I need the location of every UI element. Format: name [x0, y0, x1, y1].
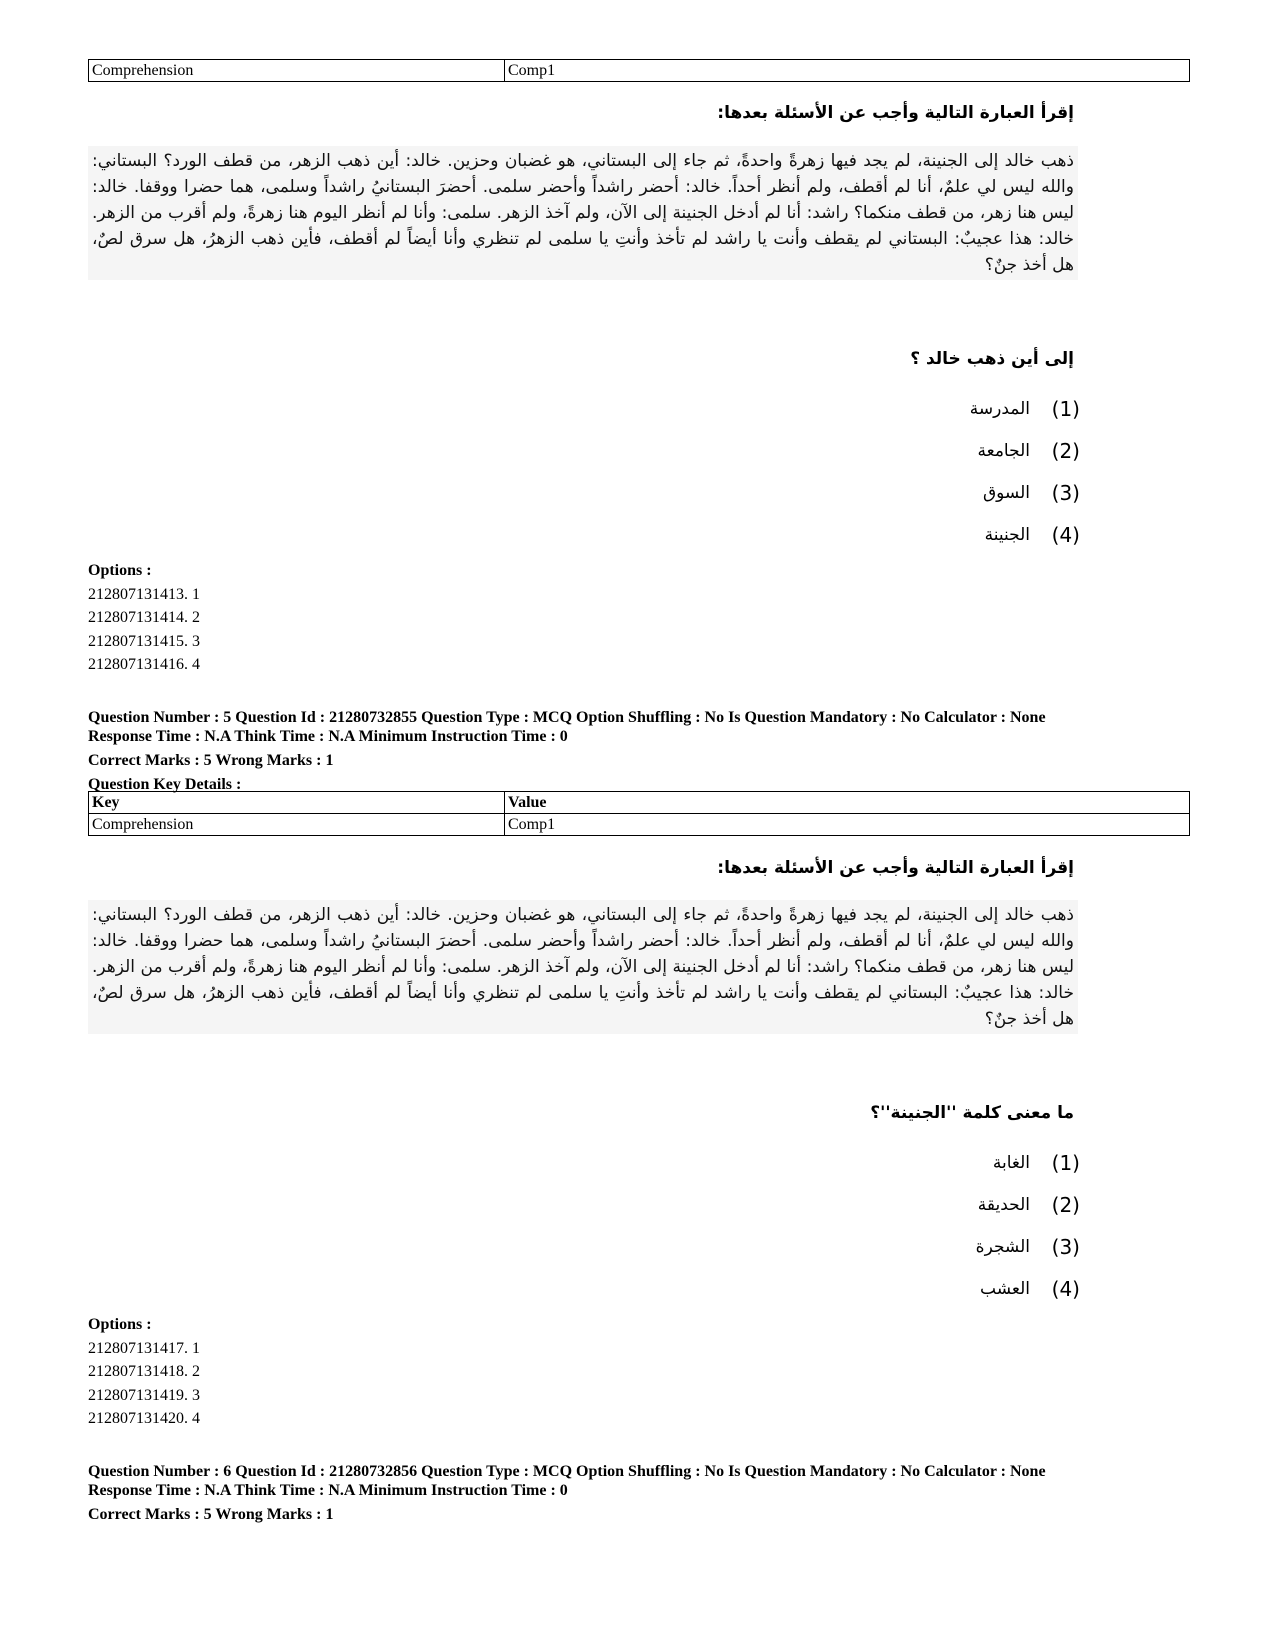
passage-instruction: إقرأ العبارة التالية وأجب عن الأسئلة بعدها:	[717, 858, 1074, 878]
question-meta-line: Response Time : N.A Think Time : N.A Minimum Instruction Time : 0	[88, 728, 568, 745]
table-header-row	[89, 792, 1190, 814]
answer-option	[880, 514, 1080, 556]
option-text: الجامعة	[977, 441, 1030, 461]
options-label: Options :	[88, 1316, 152, 1333]
option-id: 212807131414. 2	[88, 609, 200, 626]
answer-option	[880, 1142, 1080, 1184]
table-header-key: Key	[89, 792, 505, 814]
question-meta-line: Question Number : 5 Question Id : 21280732855 Question Type : MCQ Option Shuffling : No Is Question Mandatory : No Calculator : None	[88, 709, 1046, 726]
question-marks: Correct Marks : 5 Wrong Marks : 1	[88, 752, 334, 769]
option-text: الغابة	[992, 1153, 1030, 1173]
option-number: (1)	[1051, 1151, 1080, 1175]
option-text: الحديقة	[977, 1195, 1030, 1215]
comprehension-passage: ذهب خالد إلى الجنينة، لم يجد فيها زهرةً واحدةً، ثم جاء إلى البستاني، هو غضبان وحزين. خالد: أين ذهب الزهر، من قطف الورد؟ البستاني: والله ليس لي علمٌ، أنا لم أقطف، ولم أنظر أحداً. خالد: أحضر راشداً وأحضر سلمى. أحضرَ البستانيُ راشداً وسلمى، هما حضرا ووقفا. خالد: ليس هنا زهر، من قطف منكما؟ راشد: أنا لم أدخل الجنينة إلى الآن، ولم آخذ الزهر. سلمى: وأنا لم أنظر اليوم هنا زهرةً، ولم أقرب من الزهر. خالد: هذا عجيبٌ: البستاني لم يقطف وأنت يا راشد لم تأخذ وأنتِ يا سلمى لم تنظري وأنا أيضاً لم أقطف، فأين ذهب الزهرُ، هل سرق لصٌ، هل أخذ جنٌ؟	[88, 900, 1078, 1034]
answer-option	[880, 472, 1080, 514]
option-text: العشب	[980, 1279, 1030, 1299]
answer-options	[880, 1142, 1080, 1310]
table-row	[89, 60, 1190, 82]
option-text: الجنينة	[984, 525, 1030, 545]
options-label: Options :	[88, 562, 152, 579]
answer-option	[880, 1184, 1080, 1226]
option-number: (1)	[1051, 397, 1080, 421]
answer-options	[880, 388, 1080, 556]
table-cell-key: Comprehension	[89, 60, 505, 82]
comprehension-passage: ذهب خالد إلى الجنينة، لم يجد فيها زهرةً واحدةً، ثم جاء إلى البستاني، هو غضبان وحزين. خالد: أين ذهب الزهر، من قطف الورد؟ البستاني: والله ليس لي علمٌ، أنا لم أقطف، ولم أنظر أحداً. خالد: أحضر راشداً وأحضر سلمى. أحضرَ البستانيُ راشداً وسلمى، هما حضرا ووقفا. خالد: ليس هنا زهر، من قطف منكما؟ راشد: أنا لم أدخل الجنينة إلى الآن، ولم آخذ الزهر. سلمى: وأنا لم أنظر اليوم هنا زهرةً، ولم أقرب من الزهر. خالد: هذا عجيبٌ: البستاني لم يقطف وأنت يا راشد لم تأخذ وأنتِ يا سلمى لم تنظري وأنا أيضاً لم أقطف، فأين ذهب الزهرُ، هل سرق لصٌ، هل أخذ جنٌ؟	[88, 146, 1078, 280]
option-id: 212807131418. 2	[88, 1363, 200, 1380]
answer-option	[880, 388, 1080, 430]
question-marks: Correct Marks : 5 Wrong Marks : 1	[88, 1506, 334, 1523]
question-key-table	[88, 791, 1190, 836]
table-cell-value: Comp1	[505, 60, 1190, 82]
question-meta-line: Question Number : 6 Question Id : 21280732856 Question Type : MCQ Option Shuffling : No Is Question Mandatory : No Calculator : None	[88, 1463, 1046, 1480]
options-list	[88, 559, 200, 677]
table-row	[89, 814, 1190, 836]
option-number: (4)	[1051, 1277, 1080, 1301]
option-id: 212807131419. 3	[88, 1386, 200, 1404]
answer-option	[880, 1268, 1080, 1310]
option-number: (4)	[1051, 523, 1080, 547]
question-meta	[88, 1462, 1198, 1524]
option-number: (2)	[1051, 439, 1080, 463]
option-number: (3)	[1051, 1235, 1080, 1259]
answer-option	[880, 1226, 1080, 1268]
options-list	[88, 1313, 200, 1431]
option-text: الشجرة	[975, 1237, 1030, 1257]
passage-instruction: إقرأ العبارة التالية وأجب عن الأسئلة بعدها:	[717, 103, 1074, 123]
question-text: ما معنى كلمة ''الجنينة''؟	[870, 1103, 1074, 1123]
option-text: المدرسة	[969, 399, 1030, 419]
table-cell-key: Comprehension	[89, 814, 505, 836]
option-id: 212807131415. 3	[88, 632, 200, 650]
question-meta	[88, 708, 1198, 794]
option-id: 212807131413. 1	[88, 585, 200, 603]
question-key-table	[88, 59, 1190, 82]
question-text: إلى أين ذهب خالد ؟	[910, 349, 1074, 369]
question-meta-line: Response Time : N.A Think Time : N.A Minimum Instruction Time : 0	[88, 1482, 568, 1499]
option-id: 212807131417. 1	[88, 1339, 200, 1357]
option-number: (3)	[1051, 481, 1080, 505]
option-number: (2)	[1051, 1193, 1080, 1217]
question-key-details-label: Question Key Details :	[88, 776, 242, 793]
option-text: السوق	[982, 483, 1030, 503]
table-cell-value: Comp1	[505, 814, 1190, 836]
table-header-value: Value	[505, 792, 1190, 814]
answer-option	[880, 430, 1080, 472]
option-id: 212807131420. 4	[88, 1410, 200, 1427]
option-id: 212807131416. 4	[88, 656, 200, 673]
